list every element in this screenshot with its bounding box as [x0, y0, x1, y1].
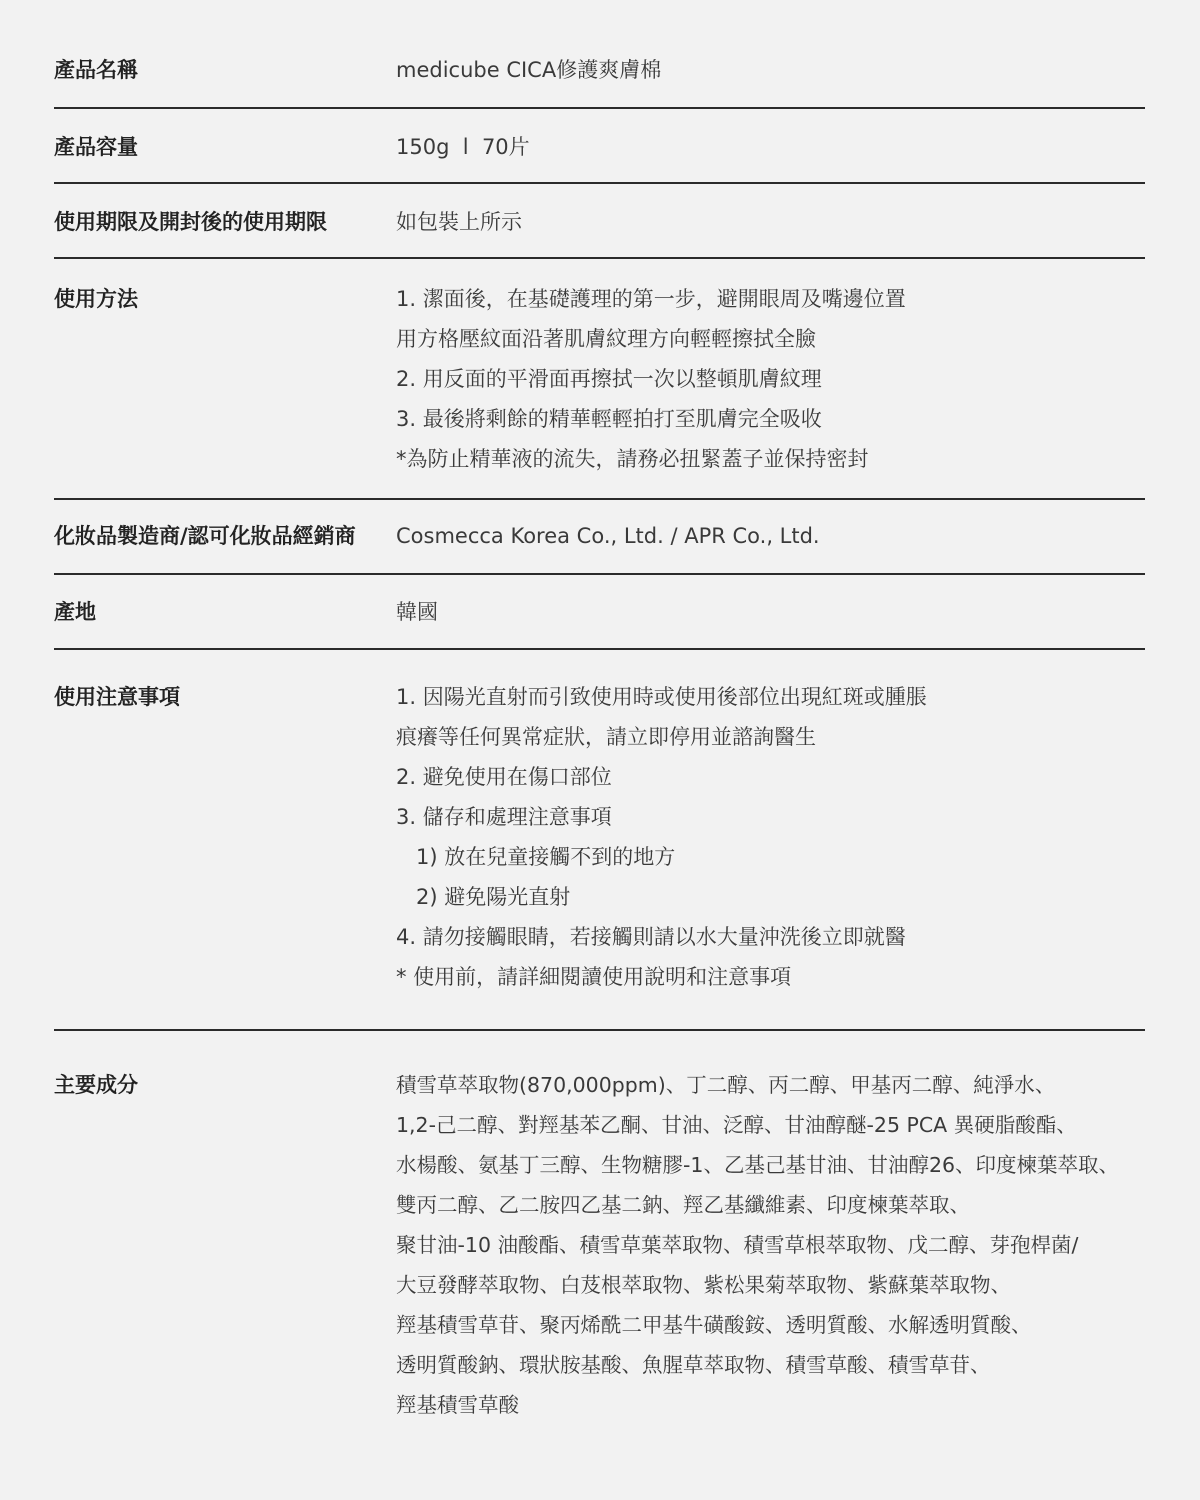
origin-label: 產地 — [54, 600, 96, 624]
manufacturer-label: 化妝品製造商/認可化妝品經銷商 — [54, 524, 356, 548]
cautions-label: 使用注意事項 — [54, 685, 180, 709]
caution-line: 2. 避免使用在傷口部位 — [396, 765, 612, 789]
caution-line: 4. 請勿接觸眼睛，若接觸則請以水大量沖洗後立即就醫 — [396, 925, 906, 949]
usage-value — [396, 279, 1145, 479]
ingredient-line: 雙丙二醇、乙二胺四乙基二鈉、羥乙基纖維素、印度楝葉萃取、 — [396, 1193, 970, 1217]
row-ingredients — [54, 1031, 1145, 1461]
cautions-value — [396, 677, 1145, 997]
ingredient-line: 透明質酸鈉、環狀胺基酸、魚腥草萃取物、積雪草酸、積雪草苷、 — [396, 1353, 991, 1377]
caution-line: 痕癢等任何異常症狀，請立即停用並諮詢醫生 — [396, 725, 816, 749]
ingredient-line: 聚甘油-10 油酸酯、積雪草葉萃取物、積雪草根萃取物、戊二醇、芽孢桿菌/ — [396, 1233, 1079, 1257]
usage-line: 3. 最後將剩餘的精華輕輕拍打至肌膚完全吸收 — [396, 407, 822, 431]
product-name-label: 產品名稱 — [54, 58, 138, 82]
product-name-value: medicube CICA修護爽膚棉 — [396, 58, 662, 82]
ingredients-label: 主要成分 — [54, 1073, 138, 1097]
row-cautions — [54, 650, 1145, 1031]
usage-line: 2. 用反面的平滑面再擦拭一次以整頓肌膚紋理 — [396, 367, 822, 391]
caution-line: * 使用前，請詳細閱讀使用說明和注意事項 — [396, 965, 792, 989]
caution-subline: 1) 放在兒童接觸不到的地方 — [416, 845, 676, 869]
ingredient-line: 1,2-己二醇、對羥基苯乙酮、甘油、泛醇、甘油醇醚-25 PCA 異硬脂酸酯、 — [396, 1113, 1077, 1137]
ingredient-line: 大豆發酵萃取物、白芨根萃取物、紫松果菊萃取物、紫蘇葉萃取物、 — [396, 1273, 1011, 1297]
row-manufacturer — [54, 500, 1145, 575]
ingredient-line: 水楊酸、氨基丁三醇、生物糖膠-1、乙基己基甘油、甘油醇26、印度楝葉萃取、 — [396, 1153, 1120, 1177]
origin-value: 韓國 — [396, 600, 438, 624]
row-origin — [54, 575, 1145, 650]
product-volume-label: 產品容量 — [54, 135, 138, 159]
ingredient-line: 羥基積雪草苷、聚丙烯酰二甲基牛磺酸銨、透明質酸、水解透明質酸、 — [396, 1313, 1032, 1337]
usage-line: *為防止精華液的流失，請務必扭緊蓋子並保持密封 — [396, 447, 869, 471]
usage-line: 1. 潔面後，在基礎護理的第一步，避開眼周及嘴邊位置 — [396, 287, 906, 311]
row-expiry — [54, 184, 1145, 259]
product-info-table — [54, 0, 1145, 1461]
ingredient-line: 積雪草萃取物(870,000ppm)、丁二醇、丙二醇、甲基丙二醇、純淨水、 — [396, 1073, 1056, 1097]
usage-line: 用方格壓紋面沿著肌膚紋理方向輕輕擦拭全臉 — [396, 327, 816, 351]
usage-label: 使用方法 — [54, 287, 138, 311]
row-product-name — [54, 0, 1145, 109]
expiry-label: 使用期限及開封後的使用期限 — [54, 210, 327, 234]
product-volume-value: 150g l 70片 — [396, 135, 530, 159]
ingredient-line: 羥基積雪草酸 — [396, 1393, 519, 1417]
manufacturer-value: Cosmecca Korea Co., Ltd. / APR Co., Ltd. — [396, 524, 820, 548]
caution-line: 1. 因陽光直射而引致使用時或使用後部位出現紅斑或腫脹 — [396, 685, 927, 709]
row-product-volume — [54, 109, 1145, 184]
expiry-value: 如包裝上所示 — [396, 210, 522, 234]
caution-line: 3. 儲存和處理注意事項 — [396, 805, 612, 829]
row-usage — [54, 259, 1145, 500]
caution-subline: 2) 避免陽光直射 — [416, 885, 571, 909]
ingredients-value — [396, 1065, 1145, 1425]
